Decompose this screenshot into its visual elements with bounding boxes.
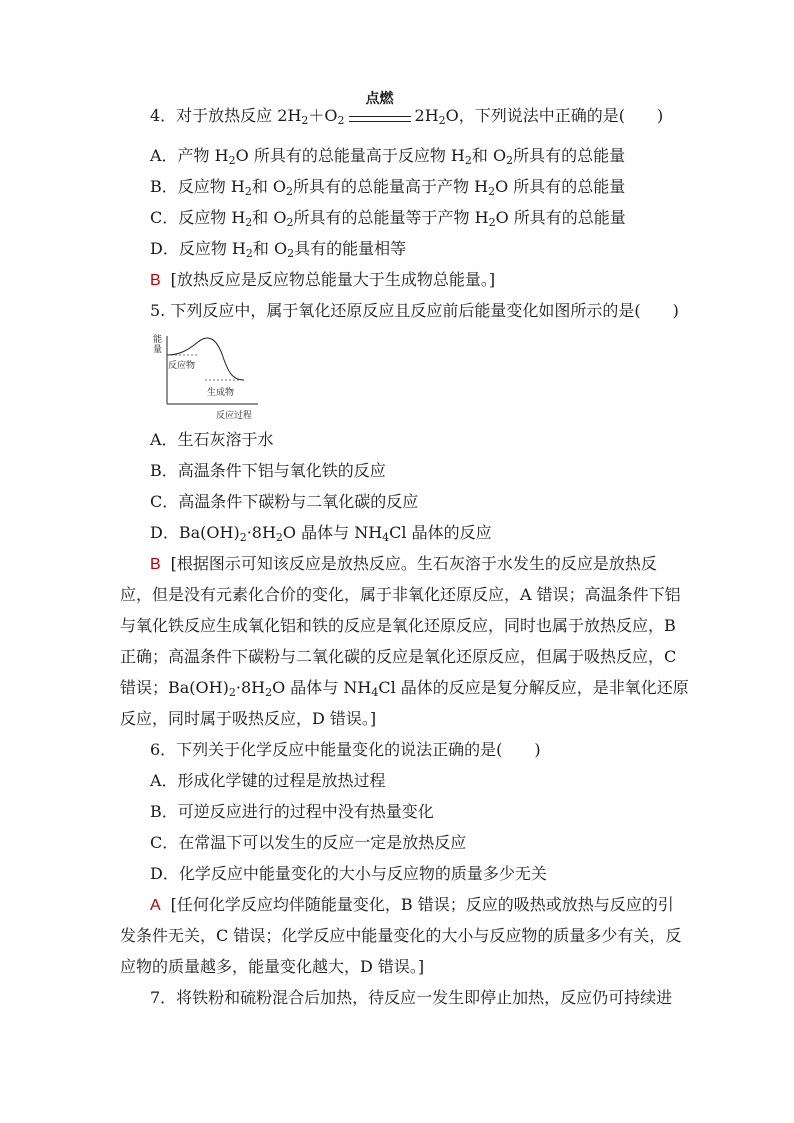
condition-label: 点燃 bbox=[365, 91, 394, 107]
subscript: 2 bbox=[337, 114, 345, 127]
subscript: 2 bbox=[239, 531, 247, 544]
product-label: 生成物 bbox=[207, 388, 235, 398]
reactant-label: 反应物 bbox=[168, 361, 196, 371]
subscript: 2 bbox=[301, 114, 309, 127]
q5-explanation-line: 正确；高温条件下碳粉与二氧化碳的反应是氧化还原反应，但属于吸热反应，C bbox=[120, 647, 677, 666]
q5-explanation-line: 应，但是没有元素化合价的变化，属于非氧化还原反应，A 错误；高温条件下铝 bbox=[120, 585, 681, 604]
energy-diagram bbox=[150, 332, 260, 422]
option-text: B．反应物 H bbox=[150, 177, 245, 196]
q6-explanation-line: 发条件无关，C 错误；化学反应中能量变化的大小与反应物的质量多少有关，反 bbox=[120, 926, 682, 945]
subscript: 2 bbox=[286, 185, 294, 198]
q6-stem: 6．下列关于化学反应中能量变化的说法正确的是( ) bbox=[150, 740, 541, 759]
answer-letter: B bbox=[150, 272, 161, 289]
q6-explanation-line: 应物的质量越多，能量变化越大，D 错误。] bbox=[120, 957, 425, 976]
answer-explanation: [放热反应是反应物总能量大于生成物总能量。] bbox=[170, 270, 496, 289]
option-text: 和 O bbox=[252, 239, 288, 258]
q4-option-a bbox=[150, 146, 680, 166]
subscript: 2 bbox=[228, 686, 236, 699]
q5-option-d bbox=[150, 523, 680, 543]
q4-option-c bbox=[150, 208, 680, 228]
option-text: 和 O bbox=[471, 146, 507, 165]
q6-answer bbox=[150, 895, 680, 916]
x-label: 反应过程 bbox=[216, 411, 253, 421]
q5-option-b: B．高温条件下铝与氧化铁的反应 bbox=[150, 461, 386, 480]
option-text: 所具有的总能量 bbox=[513, 146, 626, 165]
q7-stem: 7．将铁粉和硫粉混合后加热，待反应一发生即停止加热，反应仍可持续进 bbox=[150, 988, 673, 1007]
q4-stem-text: 2H bbox=[414, 106, 439, 125]
answer-explanation: [任何化学反应均伴随能量变化，B 错误；反应的吸热或放热与反应的引 bbox=[170, 895, 674, 914]
q4-answer bbox=[150, 270, 680, 291]
q5-answer bbox=[150, 554, 680, 575]
option-text: O 所具有的总能量高于反应物 H bbox=[235, 146, 465, 165]
explanation-text: 错误；Ba(OH) bbox=[120, 678, 229, 697]
double-bar bbox=[349, 116, 411, 122]
energy-curve bbox=[167, 338, 244, 380]
explanation-text: O 晶体与 NH bbox=[272, 678, 372, 697]
option-text: D．Ba(OH) bbox=[150, 523, 240, 542]
q4-stem-text: ＋O bbox=[308, 106, 338, 125]
option-text: 具有的能量相等 bbox=[294, 239, 407, 258]
explanation-text: Cl 晶体的反应是复分解反应，是非氧化还原 bbox=[378, 678, 689, 697]
q6-option-a: A．形成化学键的过程是放热过程 bbox=[150, 771, 386, 790]
option-text: O 所具有的总能量 bbox=[495, 208, 626, 227]
diagram-ylabel-1: 能 bbox=[153, 335, 163, 345]
q5-stem: 5. 下列反应中，属于氧化还原反应且反应前后能量变化如图所示的是( ) bbox=[150, 301, 679, 320]
option-text: 和 O bbox=[252, 208, 287, 227]
q6-option-c: C．在常温下可以发生的反应一定是放热反应 bbox=[150, 833, 467, 852]
option-text: O 晶体与 NH bbox=[282, 523, 383, 542]
q6-option-b: B．可逆反应进行的过程中没有热量变化 bbox=[150, 802, 434, 821]
option-text: Cl 晶体的反应 bbox=[389, 523, 492, 542]
q4-stem bbox=[150, 91, 680, 127]
q6-option-d: D．化学反应中能量变化的大小与反应物的质量多少无关 bbox=[150, 864, 547, 883]
subscript: 2 bbox=[287, 247, 295, 260]
reaction-condition bbox=[349, 91, 411, 126]
subscript: 2 bbox=[464, 154, 472, 167]
subscript: 4 bbox=[371, 686, 379, 699]
subscript: 2 bbox=[275, 531, 283, 544]
subscript: 2 bbox=[286, 216, 294, 229]
subscript: 2 bbox=[488, 216, 496, 229]
subscript: 2 bbox=[488, 185, 496, 198]
answer-explanation: [根据图示可知该反应是放热反应。生石灰溶于水发生的反应是放热反 bbox=[170, 554, 657, 573]
subscript: 4 bbox=[382, 531, 390, 544]
option-text: 所具有的总能量高于产物 H bbox=[293, 177, 489, 196]
q4-stem-text: O，下列说法中正确的是( ) bbox=[445, 106, 664, 125]
diagram-ylabel-2: 量 bbox=[153, 345, 163, 355]
option-text: ·8H bbox=[246, 523, 276, 542]
subscript: 2 bbox=[438, 114, 446, 127]
explanation-text: ·8H bbox=[235, 678, 266, 697]
option-text: 所具有的总能量等于产物 H bbox=[293, 208, 489, 227]
q5-explanation-line: 与氧化铁反应生成氧化铝和铁的反应是氧化还原反应，同时也属于放热反应，B bbox=[120, 616, 676, 635]
subscript: 2 bbox=[245, 247, 253, 260]
subscript: 2 bbox=[228, 154, 236, 167]
q4-option-b bbox=[150, 177, 680, 197]
q5-option-a: A．生石灰溶于水 bbox=[150, 430, 274, 449]
q4-stem-text: 4．对于放热反应 2H bbox=[150, 106, 302, 125]
option-text: C．反应物 H bbox=[150, 208, 246, 227]
option-text: D．反应物 H bbox=[150, 239, 246, 258]
subscript: 2 bbox=[245, 216, 253, 229]
subscript: 2 bbox=[244, 185, 252, 198]
answer-letter: B bbox=[150, 556, 161, 573]
subscript: 2 bbox=[506, 154, 514, 167]
q5-explanation-line: 反应，同时属于吸热反应，D 错误。] bbox=[120, 709, 377, 728]
option-text: O 所具有的总能量 bbox=[495, 177, 626, 196]
option-text: A．产物 H bbox=[150, 146, 229, 165]
q5-option-c: C．高温条件下碳粉与二氧化碳的反应 bbox=[150, 492, 419, 511]
q5-explanation-line bbox=[120, 678, 689, 699]
answer-letter: A bbox=[150, 897, 161, 914]
q4-option-d bbox=[150, 239, 680, 259]
option-text: 和 O bbox=[251, 177, 287, 196]
subscript: 2 bbox=[265, 686, 273, 699]
